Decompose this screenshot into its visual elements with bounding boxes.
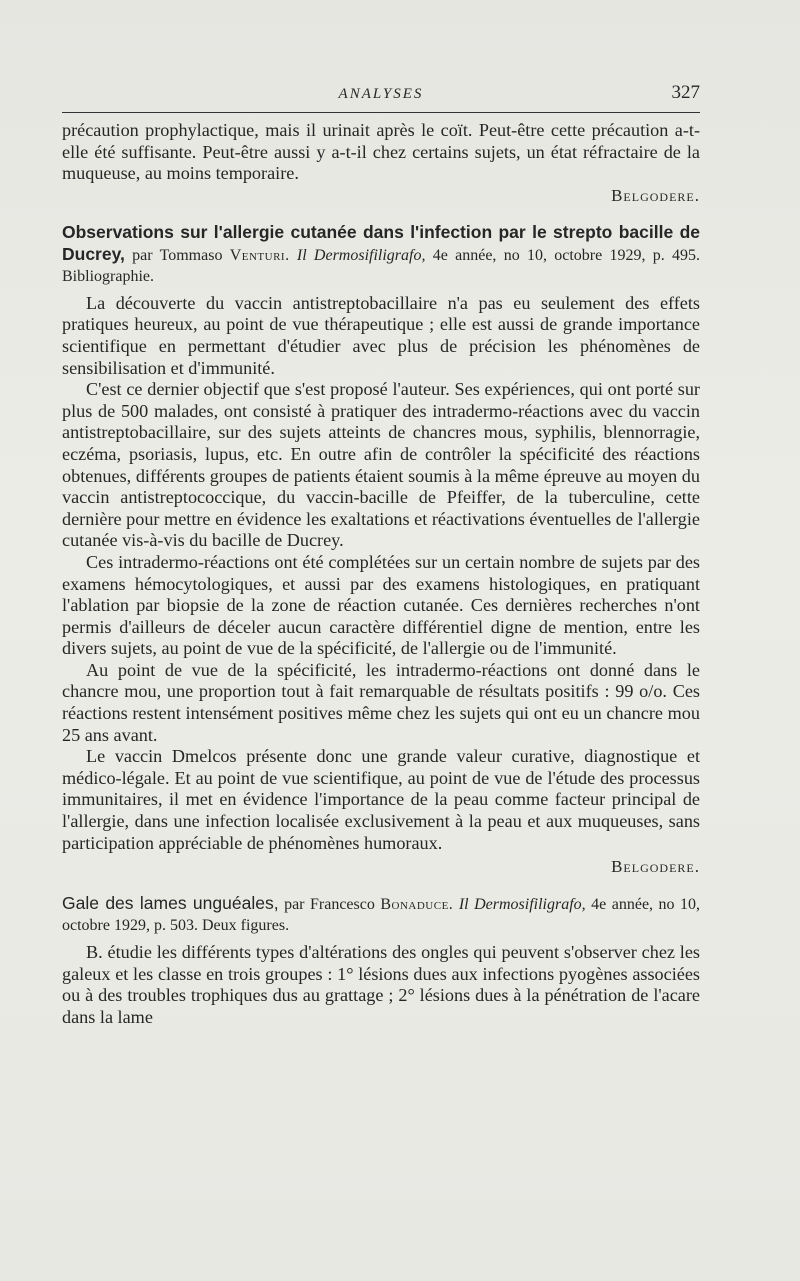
paragraph: B. étudie les différents types d'altérations des ongles qui peuvent s'observer chez les galeux et les classe en trois groupes : 1° lésions dues aux infections pyogènes associées ou à des troubles trophiques dus au grattage ; 2° lésions dues à la pénétration de l'acare dans la lame xyxy=(62,942,700,1027)
page-number: 327 xyxy=(671,82,700,103)
article-heading xyxy=(62,222,700,287)
text-block xyxy=(62,120,700,1029)
journal-name: Il Dermosifiligrafo, xyxy=(458,896,586,914)
citation: 4e année, no 10, octobre 1929, p. 503. Deux figures. xyxy=(62,896,701,935)
author-prefix: par Francesco xyxy=(284,896,375,914)
continuation-paragraph: précaution prophylactique, mais il urinait après le coït. Peut-être cette précaution a-t-elle été suffisante. Peut-être aussi y a-t-il chez certains sujets, un état réfractaire de la muqueuse, au moins temporaire. xyxy=(62,120,700,184)
running-title: ANALYSES xyxy=(338,86,424,102)
article-title: Observations sur l'allergie cutanée dans l'infection par le strepto bacille de Ducrey, xyxy=(62,221,700,264)
author-name: Venturi. xyxy=(229,246,290,264)
journal-name: Il Dermosifiligrafo, xyxy=(296,246,426,264)
article-heading xyxy=(62,893,700,936)
paragraph: Le vaccin Dmelcos présente donc une grande valeur curative, diagnostique et médico-légale. Et au point de vue scientifique, au point de vue de l'étude des processus immunitaires, il met en évidence l'importance de la peau comme facteur principal de l'allergie, dans une infection localisée exclusivement à la peau et aux muqueuses, sans participation appréciable de phénomènes humoraux. xyxy=(62,746,700,853)
author-name: Bonaduce. xyxy=(380,896,454,914)
citation: 4e année, no 10, octobre 1929, p. 495. Bibliographie. xyxy=(62,246,700,285)
running-head xyxy=(62,80,700,110)
paragraph: C'est ce dernier objectif que s'est proposé l'auteur. Ses expériences, qui ont porté sur plus de 500 malades, ont consisté à pratiquer des intradermo-réactions avec du vaccin antistreptobacillaire, sur des sujets atteints de chancres mous, syphilis, blennorragie, eczéma, psoriasis, lupus, etc. En outre afin de contrôler la spécificité des réactions obtenues, différents groupes de patients étaient soumis à la même épreuve au moyen du vaccin antistreptococcique, du vaccin-bacille de Pfeiffer, de la tuberculine, cette dernière pour mettre en évidence les exaltations et réactivations éventuelles de l'allergie cutanée vis-à-vis du bacille de Ducrey. xyxy=(62,379,700,551)
paragraph: Au point de vue de la spécificité, les intradermo-réactions ont donné dans le chancre mou, une proportion tout à fait remarquable de résultats positifs : 99 o/o. Ces réactions restent intensément positives même chez les sujets qui ont eu un chancre mou 25 ans avant. xyxy=(62,659,700,745)
signature: Belgodere. xyxy=(611,857,700,877)
author-prefix: par Tommaso xyxy=(132,246,223,264)
paragraph: Ces intradermo-réactions ont été complétées sur un certain nombre de sujets par des examens hémocytologiques, et aussi par des examens histologiques, en pratiquant l'ablation par biopsie de la zone de réaction cutanée. Ces dernières recherches n'ont permis d'ailleurs de déceler aucun caractère différentiel digne de mention, entre les divers sujets, au point de vue de la spécificité, de l'allergie ou de l'immunité. xyxy=(62,551,700,659)
paragraph: La découverte du vaccin antistreptobacillaire n'a pas eu seulement des effets pratiques heureux, au point de vue thérapeutique ; elle est aussi de grande importance scientifique en permettant d'étudier avec plus de précision les phénomènes de sensibilisation et d'immunité. xyxy=(62,292,700,378)
header-rule xyxy=(62,112,700,113)
article-title: Gale des lames unguéales, xyxy=(62,893,279,914)
signature: Belgodere. xyxy=(611,185,700,205)
